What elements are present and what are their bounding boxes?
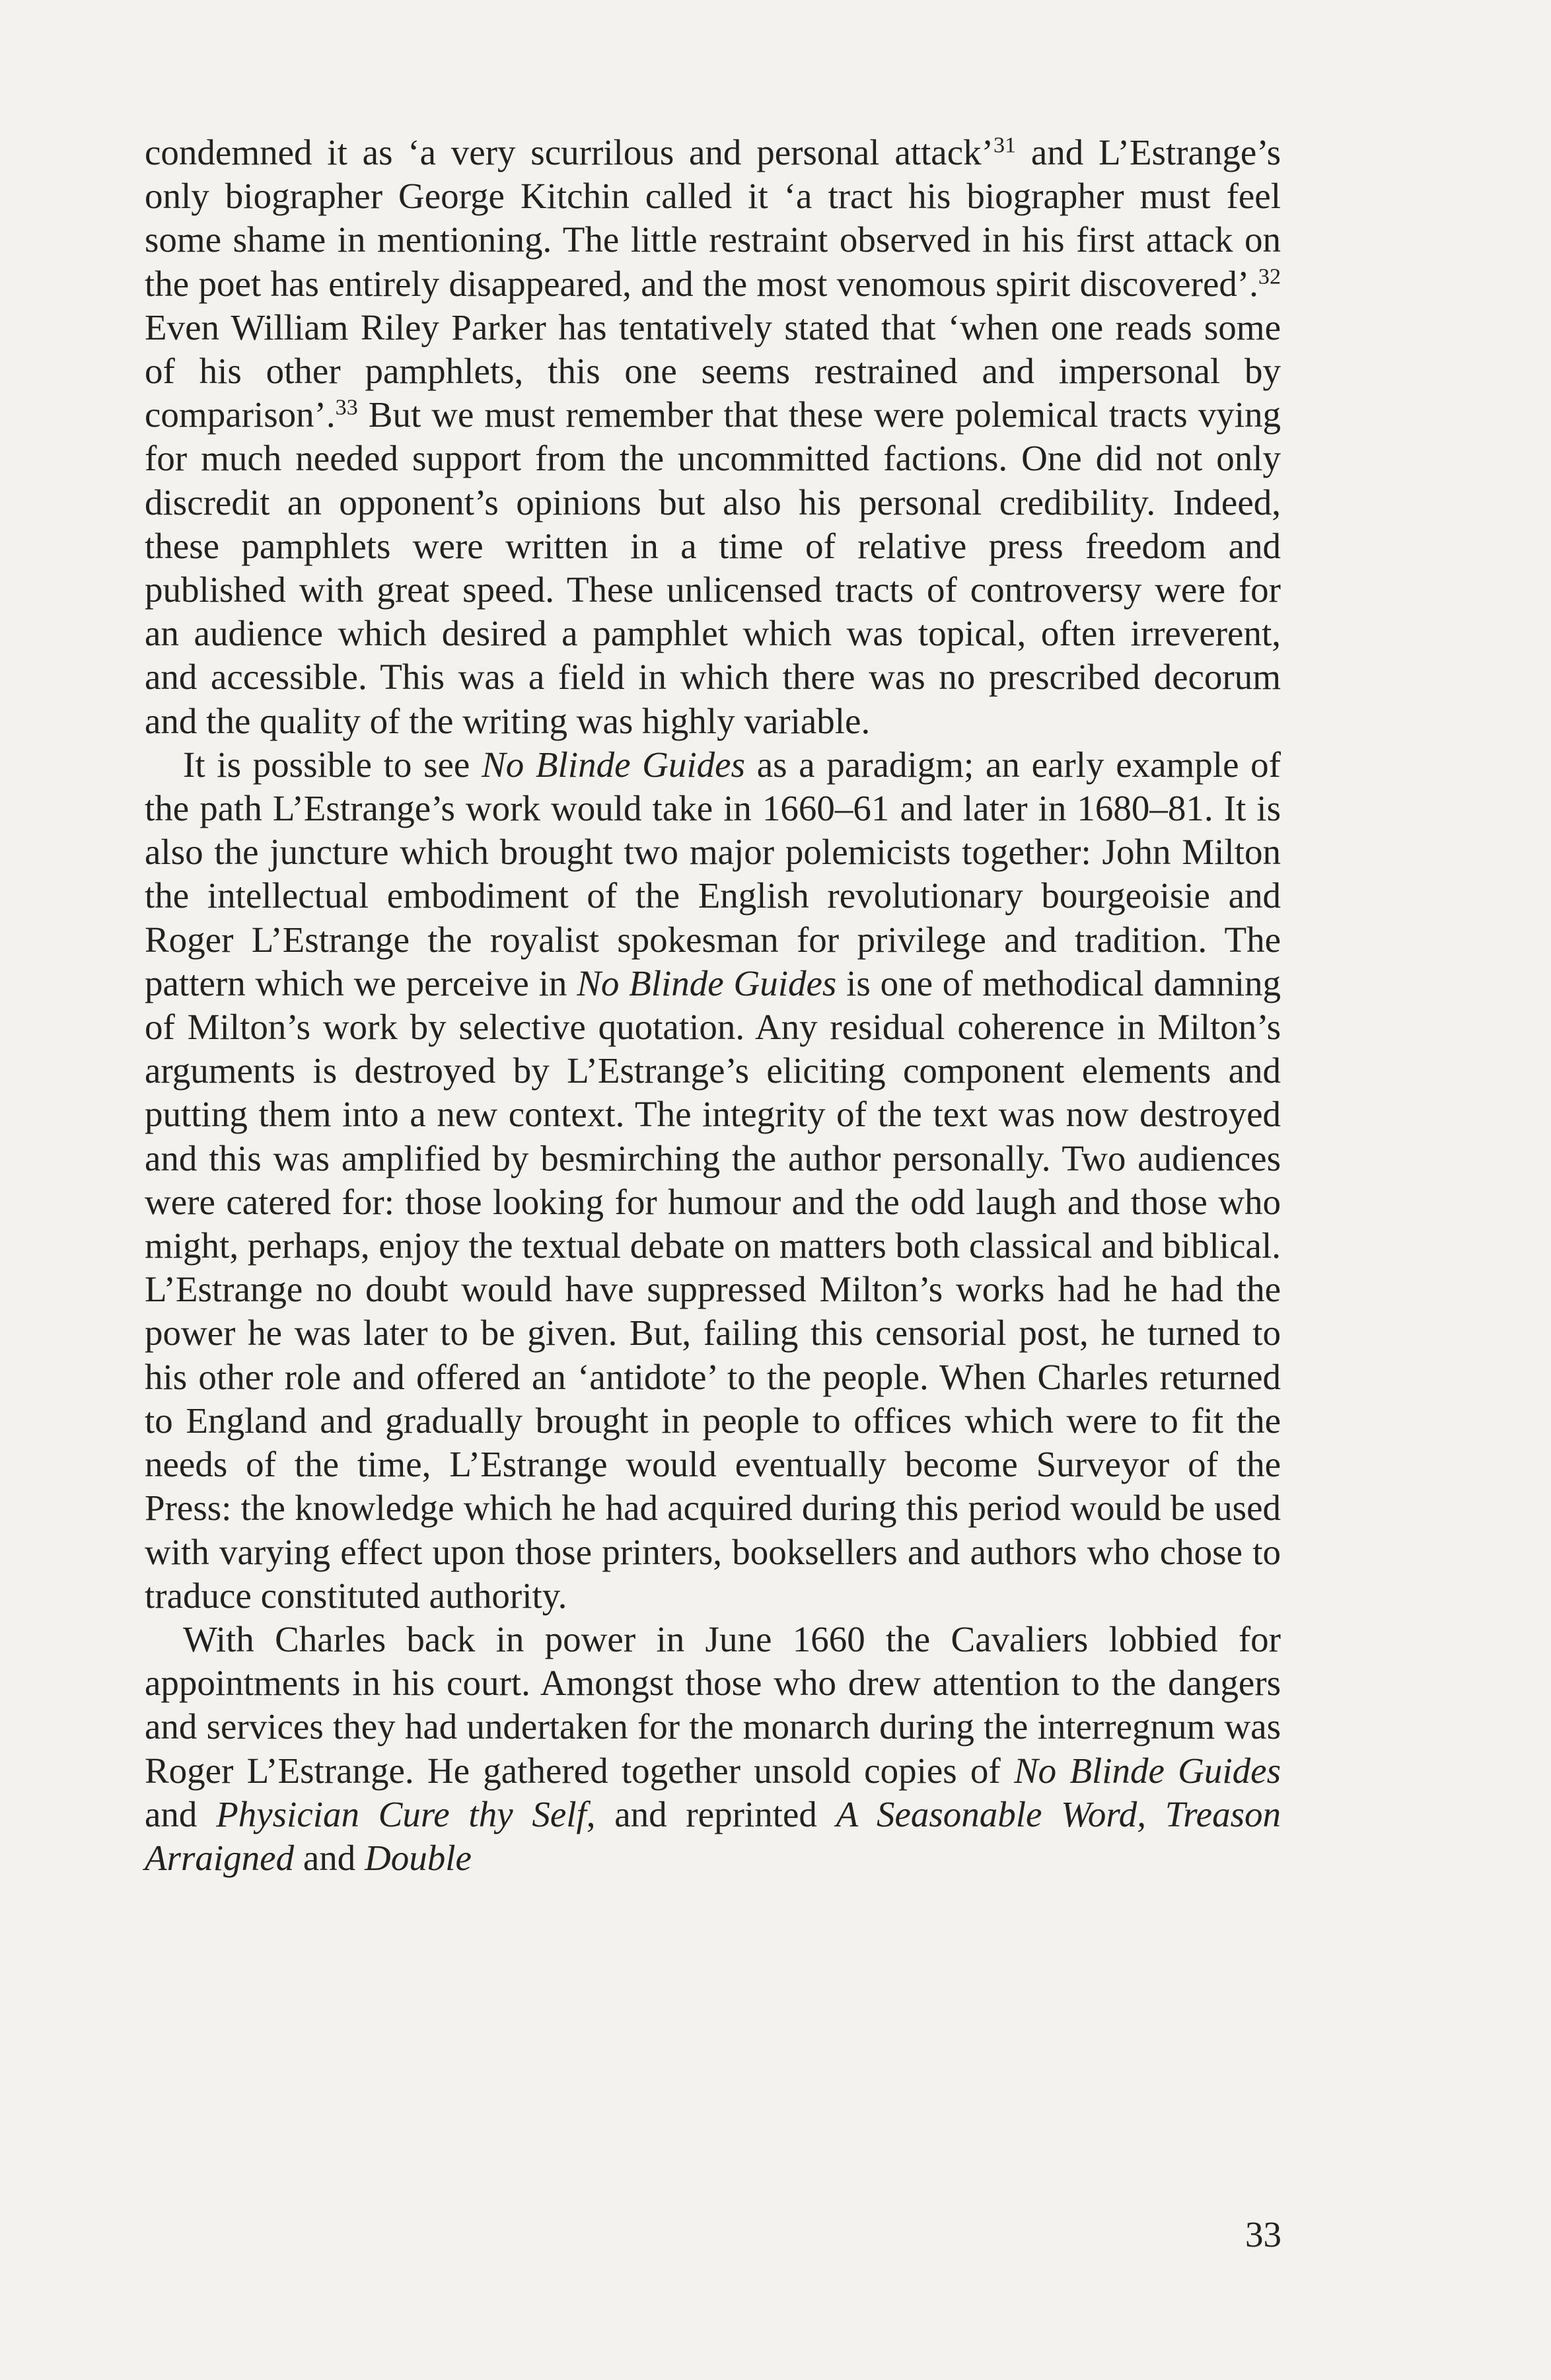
book-title: No Blinde Guides <box>577 962 837 1003</box>
paragraph-text: It is possible to see <box>183 744 482 785</box>
footnote-ref-32: 32 <box>1258 264 1281 289</box>
book-title: A Seasonable Word, Treason Arraigned <box>145 1793 1281 1878</box>
paragraph-text: condemned it as ‘a very scurrilous and personal attack’ <box>145 132 993 172</box>
paragraph-text: With Charles back in power in June 1660 the Cavaliers lobbied for appointments in his court. Amongst those who drew attention to the dangers and services they had undertaken for the monarch during the interregnum was Roger L’Estrange. He gathered together unsold copies of <box>145 1618 1281 1791</box>
body-text <box>145 131 1281 1880</box>
book-title: Double <box>365 1837 472 1878</box>
paragraph-text: and <box>294 1837 365 1878</box>
paragraph-text: as a paradigm; an early example of the path L’Estrange’s work would take in 1660–61 and later in 1680–81. It is also the juncture which brought two major polemicists together: John Milton the intellectual embodiment of the English revolutionary bourgeoisie and Roger L’Estrange the royalist spokesman for privilege and tradition. The pattern which we perceive in <box>145 744 1281 1003</box>
paragraph-text: is one of methodical damning of Milton’s work by selective quotation. Any residual coherence in Milton’s arguments is destroyed by L’Estrange’s eliciting component elements and putting them into a new context. The integrity of the text was now destroyed and this was amplified by besmirching the author personally. Two audiences were catered for: those looking for humour and the odd laugh and those who might, perhaps, enjoy the textual debate on matters both classical and biblical. L’Estrange no doubt would have suppressed Milton’s works had he had the power he was later to be given. But, failing this censorial post, he turned to his other role and offered an ‘antidote’ to the people. When Charles returned to England and gradually brought in people to offices which were to fit the needs of the time, L’Estrange would eventually become Surveyor of the Press: the knowledge which he had acquired during this period would be used with varying effect upon those printers, booksellers and authors who chose to traduce constituted authority. <box>145 962 1281 1616</box>
book-title: No Blinde Guides <box>1013 1750 1281 1791</box>
paragraph-text: and L’Estrange’s only biographer George Kitchin called it ‘a tract his biographer must feel some shame in mentioning. The little restraint observed in his first attack on the poet has entirely disappeared, and the most venomous spirit discovered’. <box>145 132 1281 304</box>
book-title: Physician Cure thy Self <box>216 1793 587 1834</box>
paragraph-text: Even William Riley Parker has tentatively stated that ‘when one reads some of his other pamphlets, this one seems restrained and impersonal by comparison’. <box>145 307 1281 435</box>
book-title: No Blinde Guides <box>482 744 745 785</box>
paragraph-text: and <box>145 1793 217 1834</box>
paragraph-3 <box>145 1618 1281 1880</box>
paragraph-text: , and reprinted <box>586 1793 836 1834</box>
paragraph-2 <box>145 743 1281 1618</box>
paragraph-1 <box>145 131 1281 743</box>
page-number: 33 <box>1245 2214 1281 2254</box>
footnote-ref-31: 31 <box>993 133 1017 158</box>
paragraph-text: But we must remember that these were polemical tracts vying for much needed support from the uncommitted factions. One did not only discredit an opponent’s opinions but also his personal credibility. Indeed, these pamphlets were written in a time of relative press freedom and published with great speed. These unlicensed tracts of controversy were for an audience which desired a pamphlet which was topical, often irreverent, and accessible. This was a field in which there was no prescribed decorum and the quality of the writing was highly variable. <box>145 394 1281 741</box>
footnote-ref-33: 33 <box>335 395 358 420</box>
